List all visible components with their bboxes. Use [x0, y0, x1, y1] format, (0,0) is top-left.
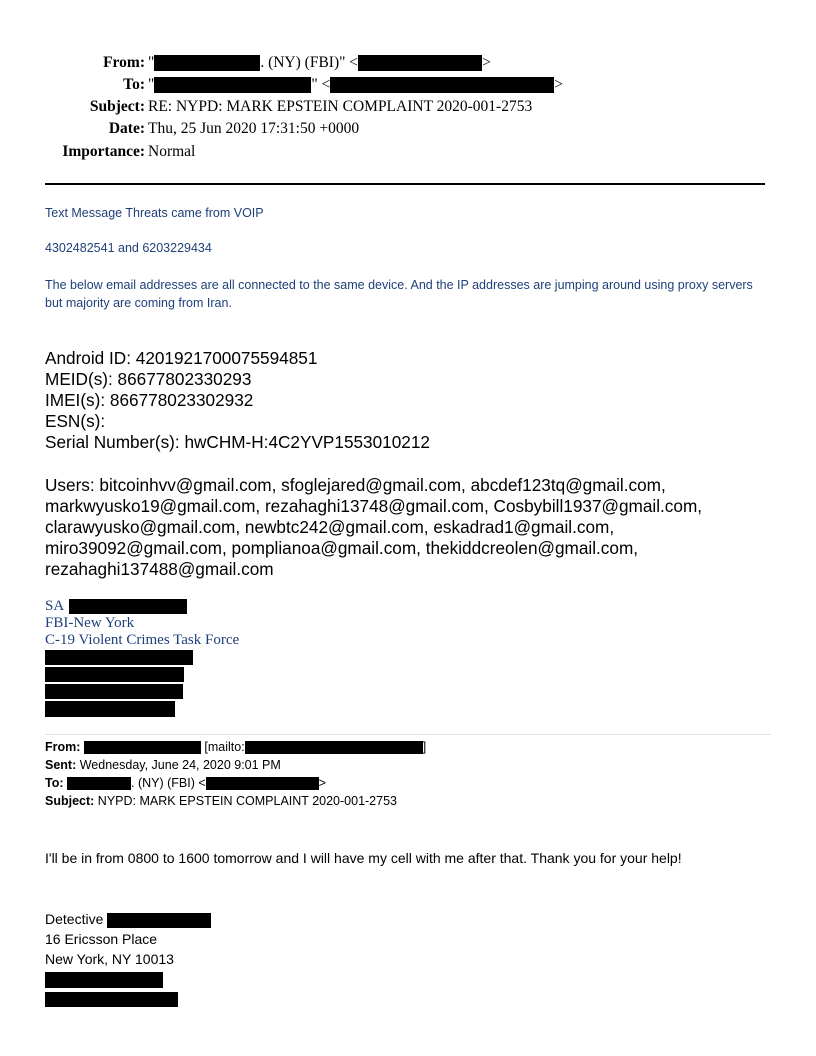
redaction-block [45, 992, 178, 1007]
header-from-row: From: " . (NY) (FBI)" < > [0, 54, 760, 71]
redaction-block [245, 741, 423, 754]
redaction-block [45, 972, 163, 988]
original-subject-row: Subject: NYPD: MARK EPSTEIN COMPLAINT 2020-001-2753 [45, 794, 397, 808]
users-line: Users: bitcoinhvv@gmail.com, sfoglejared@gmail.com, abcdef123tq@gmail.com, [45, 475, 666, 495]
header-to-row: To: " " < > [0, 76, 760, 93]
original-to-row: To: . (NY) (FBI) < > [45, 776, 326, 790]
header-importance-row [0, 143, 760, 160]
imei: IMEI(s): 866778023302932 [45, 390, 254, 410]
redaction-block [45, 667, 184, 682]
original-body: I'll be in from 0800 to 1600 tomorrow and I will have my cell with me after that. Thank you for your help! [45, 850, 682, 866]
reply-line-numbers: 4302482541 and 6203229434 [45, 241, 212, 255]
importance-label: Importance: [62, 143, 145, 160]
users-line: miro39092@gmail.com, pomplianoa@gmail.com, thekiddcreolen@gmail.com, [45, 538, 639, 558]
redaction-block [45, 701, 175, 717]
date-value: Thu, 25 Jun 2020 17:31:50 +0000 [148, 120, 360, 137]
redaction-block [154, 55, 260, 71]
header-divider [45, 183, 765, 185]
meid: MEID(s): 86677802330293 [45, 369, 252, 389]
from-label: From: [103, 54, 145, 71]
signature-sa: SA [45, 598, 187, 615]
redaction-block [69, 599, 187, 614]
reply-line-voip: Text Message Threats came from VOIP [45, 206, 264, 220]
redaction-block [84, 741, 201, 754]
header-date-row [0, 120, 760, 137]
detective-signature: Detective [45, 909, 211, 929]
original-from-row: From: [mailto: ] [45, 740, 427, 754]
redaction-block [206, 777, 319, 790]
redaction-block [107, 913, 211, 928]
users-line: markwyusko19@gmail.com, rezahaghi13748@gmail.com, Cosbybill1937@gmail.com, [45, 496, 703, 516]
signature-office: FBI-New York [45, 615, 135, 631]
redaction-block [358, 55, 482, 71]
esn: ESN(s): [45, 411, 106, 431]
redaction-block [67, 777, 131, 790]
redaction-block [45, 650, 193, 665]
original-sent-row: Sent: Wednesday, June 24, 2020 9:01 PM [45, 758, 281, 772]
detective-address-line: 16 Ericsson Place [45, 931, 158, 947]
redaction-block [45, 684, 183, 699]
message-divider [45, 734, 771, 735]
redaction-block [330, 77, 554, 93]
reply-line-devices: The below email addresses are all connected to the same device. And the IP addresses are jumping around using proxy servers but majority are coming from Iran. [45, 278, 753, 310]
subject-value: RE: NYPD: MARK EPSTEIN COMPLAINT 2020-001-2753 [148, 98, 533, 115]
date-label: Date: [108, 120, 145, 137]
importance-value: Normal [148, 143, 196, 160]
android-id: Android ID: 4201921700075594851 [45, 348, 318, 368]
redaction-block [154, 77, 311, 93]
header-subject-row [0, 98, 760, 115]
serial-number: Serial Number(s): hwCHM-H:4C2YVP1553010212 [45, 432, 430, 452]
users-line: clarawyusko@gmail.com, newbtc242@gmail.com, eskadrad1@gmail.com, [45, 517, 615, 537]
users-line: rezahaghi137488@gmail.com [45, 559, 274, 579]
subject-label: Subject: [89, 98, 145, 115]
to-label: To: [123, 76, 145, 93]
detective-address-line: New York, NY 10013 [45, 951, 174, 967]
signature-unit: C-19 Violent Crimes Task Force [45, 632, 240, 648]
